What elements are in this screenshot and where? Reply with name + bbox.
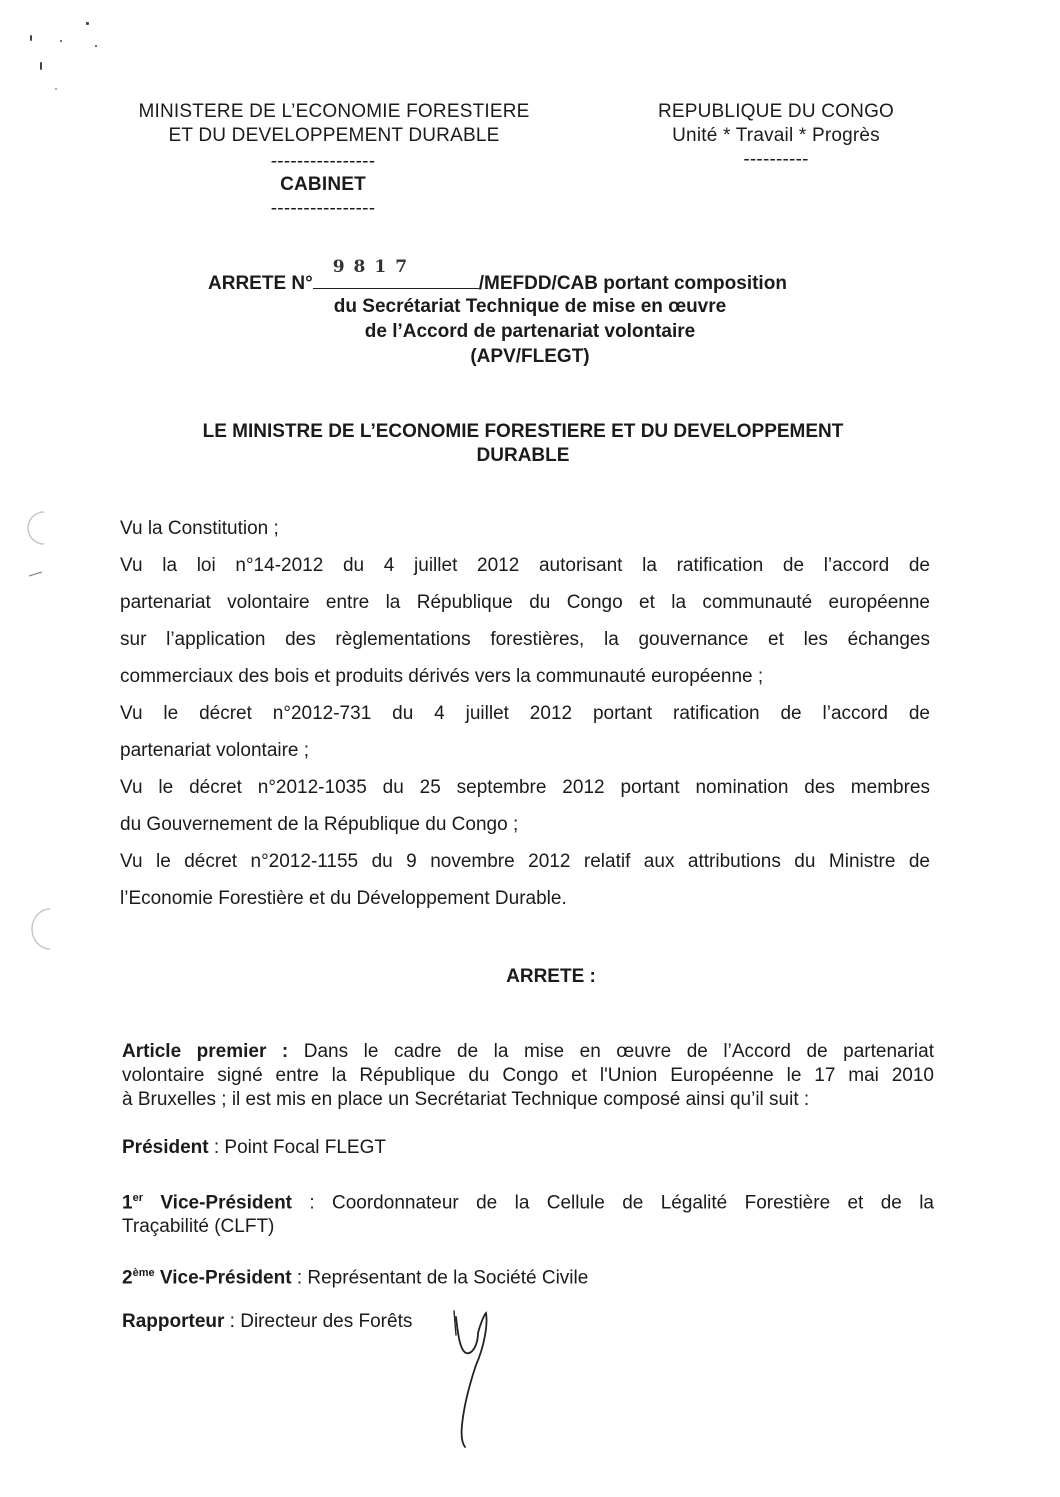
rapporteur-value: : Directeur des Forêts <box>224 1311 413 1332</box>
republic-motto: Unité * Travail * Progrès <box>672 125 880 146</box>
consideration-line: l’Economie Forestière et du Développement Durable. <box>120 888 567 909</box>
handwritten-initial <box>448 1305 498 1450</box>
member-vp2 <box>122 1261 588 1290</box>
ministry-line-2: ET DU DEVELOPPEMENT DURABLE <box>168 125 500 146</box>
decree-number-blank <box>313 257 479 289</box>
vp1-superscript: er <box>132 1192 143 1204</box>
article-text-1: Dans le cadre de la mise en œuvre de l’Accord de partenariat <box>303 1041 934 1062</box>
member-president <box>122 1136 386 1160</box>
consideration-line: Vu la Constitution ; <box>120 518 279 539</box>
decree-title-line-2: du Secrétariat Technique de mise en œuvre <box>333 296 727 317</box>
consideration-line: Vu la loi n°14-2012 du 4 juillet 2012 autorisant la ratification de l’accord de <box>120 555 930 576</box>
rapporteur-label: Rapporteur <box>122 1311 225 1332</box>
article-label: Article premier : <box>122 1041 289 1062</box>
vp2-number: 2 <box>122 1267 133 1289</box>
vp2-value: : Représentant de la Société Civile <box>291 1267 589 1289</box>
consideration-line: du Gouvernement de la République du Congo ; <box>120 814 519 835</box>
vp2-label: Vice-Président <box>154 1267 292 1289</box>
decision-heading: ARRETE : <box>506 966 596 987</box>
vp1-number: 1 <box>122 1192 133 1214</box>
minister-heading-line-1: LE MINISTRE DE L’ECONOMIE FORESTIERE ET DU DEVELOPPEMENT <box>202 421 844 442</box>
decree-prefix: ARRETE N° <box>208 273 313 294</box>
vp2-superscript: ème <box>132 1267 155 1279</box>
ministry-line-1: MINISTERE DE L’ECONOMIE FORESTIERE <box>138 101 530 122</box>
decree-number-handwritten: 9817 <box>332 257 417 277</box>
vp1-label: Vice-Président <box>142 1192 292 1214</box>
vp1-value-line-1: : Coordonnateur de la Cellule de Légalité Forestière et de la <box>292 1192 934 1214</box>
decree-title-line-1 <box>208 257 787 296</box>
consideration-line: partenariat volontaire ; <box>120 740 310 761</box>
ministry-divider: ---------------- <box>270 151 376 172</box>
margin-mark <box>28 568 44 580</box>
cabinet-label: CABINET <box>280 174 366 195</box>
president-value: : Point Focal FLEGT <box>208 1137 386 1158</box>
punch-hole-top <box>22 508 52 548</box>
consideration-line: commerciaux des bois et produits dérivés vers la communauté européenne ; <box>120 666 764 687</box>
republic-header <box>620 100 932 172</box>
article-line-1 <box>122 1040 934 1064</box>
minister-heading-line-2: DURABLE <box>476 445 570 466</box>
article-line-2: volontaire signé entre la République du Congo et l'Union Européenne le 17 mai 2010 <box>122 1065 934 1086</box>
member-vp1 <box>122 1186 934 1239</box>
cabinet-divider: ---------------- <box>270 198 376 219</box>
decree-title-line-4: (APV/FLEGT) <box>470 346 590 367</box>
consideration-line: partenariat volontaire entre la République du Congo et la communauté européenne <box>120 592 930 613</box>
consideration-line: Vu le décret n°2012-1035 du 25 septembre 2012 portant nomination des membres <box>120 777 930 798</box>
consideration-line: sur l’application des règlementations forestières, la gouvernance et les échanges <box>120 629 930 650</box>
vp1-value-line-2: Traçabilité (CLFT) <box>122 1216 275 1238</box>
member-rapporteur <box>122 1310 412 1334</box>
decree-title-line-3: de l’Accord de partenariat volontaire <box>364 321 696 342</box>
article-premier <box>122 1040 934 1112</box>
consideration-line: Vu le décret n°2012-731 du 4 juillet 2012 portant ratification de l’accord de <box>120 703 930 724</box>
considerations <box>120 510 930 917</box>
consideration-line: Vu le décret n°2012-1155 du 9 novembre 2012 relatif aux attributions du Ministre de <box>120 851 930 872</box>
ministry-header <box>100 100 568 148</box>
decree-suffix: /MEFDD/CAB portant composition <box>478 273 787 294</box>
president-label: Président <box>122 1137 209 1158</box>
republic-name: REPUBLIQUE DU CONGO <box>657 101 895 122</box>
republic-divider: ---------- <box>743 149 809 170</box>
punch-hole-bottom <box>28 905 58 955</box>
article-line-3: à Bruxelles ; il est mis en place un Secrétariat Technique composé ainsi qu’il suit : <box>122 1089 810 1110</box>
